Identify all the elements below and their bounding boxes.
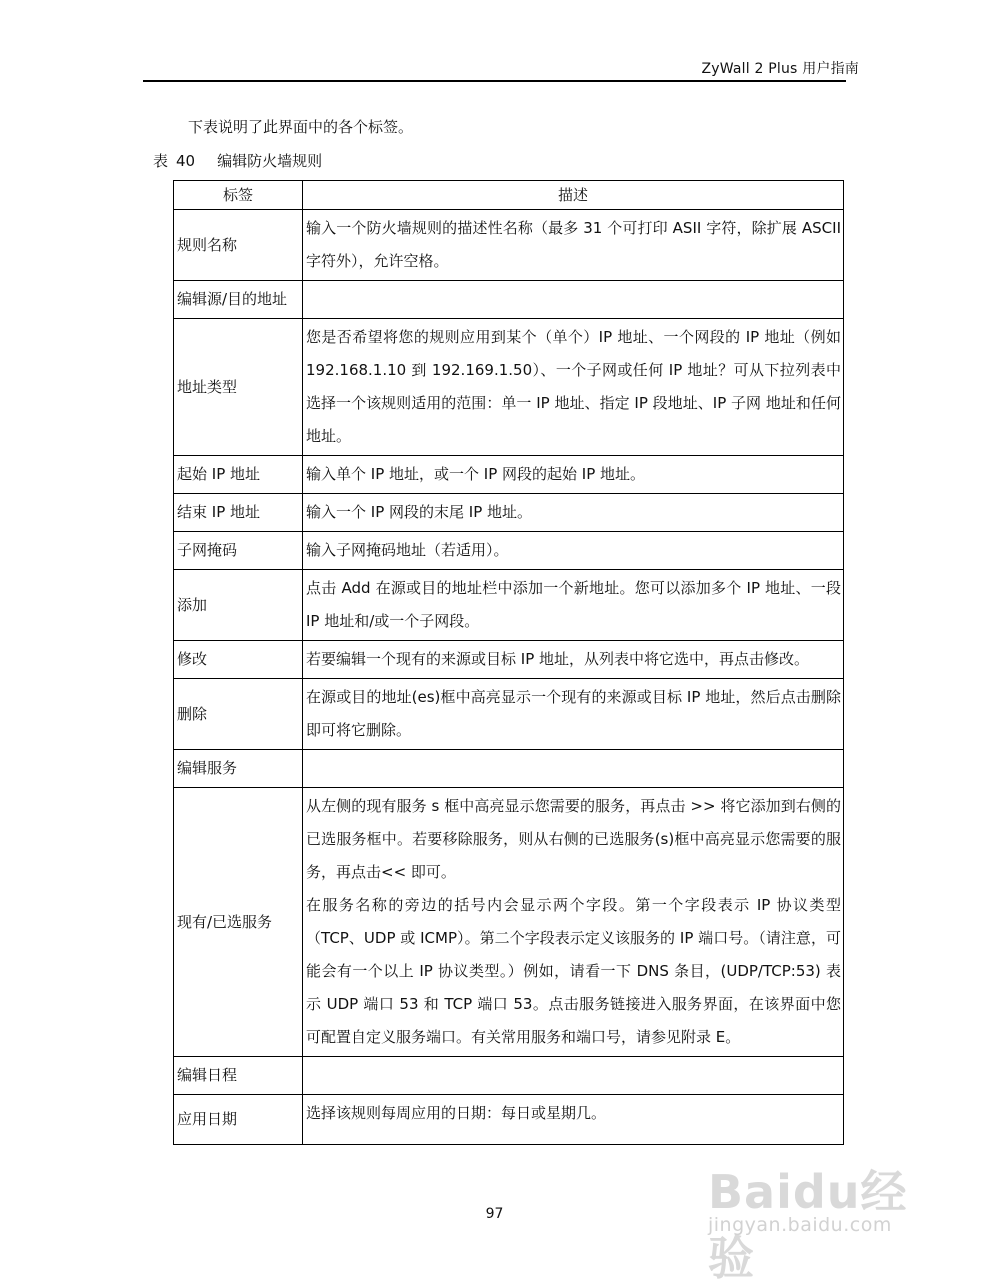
table-row [174,281,844,319]
table-row [174,1095,844,1145]
row-label: 现有/已选服务 [174,788,303,1057]
row-description: 输入单个 IP 地址，或一个 IP 网段的起始 IP 地址。 [303,456,844,494]
intro-text: 下表说明了此界面中的各个标签。 [188,118,414,136]
column-header-label: 标签 [174,181,303,210]
row-description: 输入子网掩码地址（若适用）。 [303,532,844,570]
table-row [174,750,844,788]
row-description: 您是否希望将您的规则应用到某个（单个）IP 地址、一个网段的 IP 地址（例如 192.168.1.10 到 192.169.1.50）、一个子网或任何 IP 地址？可从下拉列表中选择一个该规则适用的范围：单一 IP 地址、指定 IP 段地址、IP 子网 地址和任何地址。 [303,319,844,456]
row-label: 起始 IP 地址 [174,456,303,494]
table-row [174,570,844,641]
row-description: 选择该规则每周应用的日期：每日或星期几。 [303,1095,844,1145]
header-title: ZyWall 2 Plus 用户指南 [701,61,859,77]
row-label: 删除 [174,679,303,750]
row-label: 编辑服务 [174,750,303,788]
row-label: 编辑日程 [174,1057,303,1095]
table-row [174,319,844,456]
row-label: 地址类型 [174,319,303,456]
header-rule [143,80,846,82]
row-label: 编辑源/目的地址 [174,281,303,319]
column-header-description: 描述 [303,181,844,210]
table-row [174,210,844,281]
row-description-para2: 在服务名称的旁边的括号内会显示两个字段。第一个字段表示 IP 协议类型（TCP、UDP 或 ICMP）。第二个字段表示定义该服务的 IP 端口号。（请注意，可能会有一个以上 IP 协议类型。）例如，请看一下 DNS 条目，(UDP/TCP:53) 表示 UDP 端口 53 和 TCP 端口 53。点击服务链接进入服务界面，在该界面中您可配置自定义服务端口。有关常用服务和端口号，请参见附录 E。 [306,896,841,1046]
table-caption [153,150,322,171]
row-description: 在源或目的地址(es)框中高亮显示一个现有的来源或目标 IP 地址，然后点击删除即可将它删除。 [303,679,844,750]
table-row [174,456,844,494]
row-description: 点击 Add 在源或目的地址栏中添加一个新地址。您可以添加多个 IP 地址、一段 IP 地址和/或一个子网段。 [303,570,844,641]
page-number: 97 [485,1206,504,1222]
row-description [303,1057,844,1095]
caption-number: 40 [176,152,196,170]
table-row [174,1057,844,1095]
table-row [174,679,844,750]
caption-title: 编辑防火墙规则 [217,152,323,170]
row-label: 修改 [174,641,303,679]
row-label: 应用日期 [174,1095,303,1145]
row-label: 结束 IP 地址 [174,494,303,532]
row-description: 输入一个防火墙规则的描述性名称（最多 31 个可打印 ASII 字符，除扩展 ASCII 字符外），允许空格。 [303,210,844,281]
row-label: 添加 [174,570,303,641]
baidu-watermark [700,1150,940,1285]
row-description [303,750,844,788]
firewall-rule-table [173,180,844,1145]
row-description [303,281,844,319]
watermark-url: jingyan.baidu.com [708,1214,892,1236]
watermark-brand: Baidu经验 [708,1165,908,1285]
table-row [174,494,844,532]
row-label: 规则名称 [174,210,303,281]
table-row [174,641,844,679]
table-row [174,788,844,1057]
row-description-para1: 从左侧的现有服务 s 框中高亮显示您需要的服务，再点击 >> 将它添加到右侧的已选服务框中。若要移除服务，则从右侧的已选服务(s)框中高亮显示您需要的服务，再点击<< 即可。 [306,797,841,881]
row-description: 输入一个 IP 网段的末尾 IP 地址。 [303,494,844,532]
row-description: 若要编辑一个现有的来源或目标 IP 地址，从列表中将它选中，再点击修改。 [303,641,844,679]
row-description [303,788,844,1057]
caption-prefix: 表 [153,152,169,170]
row-label: 子网掩码 [174,532,303,570]
table-row [174,532,844,570]
table-header-row [174,181,844,210]
